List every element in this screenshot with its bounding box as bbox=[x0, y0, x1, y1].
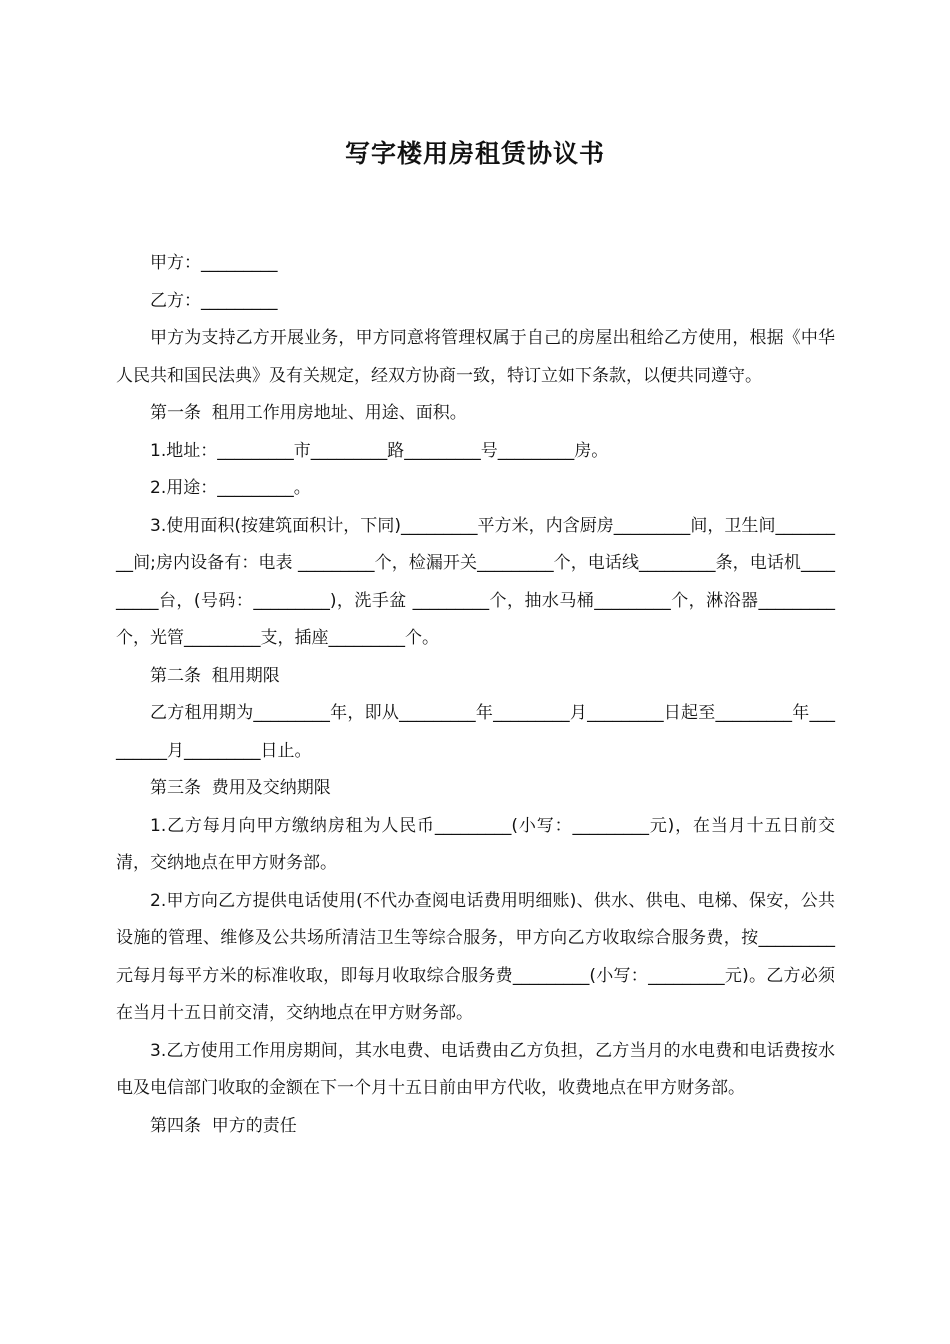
party-a-line: 甲方：_________ bbox=[150, 253, 278, 273]
article-3-item-1: 1.乙方每月向甲方缴纳房租为人民币_________(小写：_________元)，在当月十五日前交清，交纳地点在甲方财务部。 bbox=[116, 815, 835, 873]
article-3-item-3: 3.乙方使用工作用房期间，其水电费、电话费由乙方负担，乙方当月的水电费和电话费按水电及电信部门收取的金额在下一个月十五日前由甲方代收，收费地点在甲方财务部。 bbox=[116, 1040, 835, 1098]
preamble-paragraph: 甲方为支持乙方开展业务，甲方同意将管理权属于自己的房屋出租给乙方使用，根据《中华人民共和国民法典》及有关规定，经双方协商一致，特订立如下条款，以便共同遵守。 bbox=[116, 328, 835, 386]
document-body bbox=[116, 245, 835, 1145]
article-1-item-3: 3.使用面积(按建筑面积计，下同)_________平方米，内含厨房_________间，卫生间_________间;房内设备有：电表 _________个，检漏开关_________个，电话线_________条，电话机_________台，(号码：_________)，洗手盆 _________个，抽水马桶_________个，淋浴器_________个，光管_________支，插座_________个。 bbox=[116, 515, 835, 648]
article-4-heading: 第四条 甲方的责任 bbox=[150, 1115, 297, 1136]
document-title: 写字楼用房租赁协议书 bbox=[344, 139, 605, 168]
article-1-heading: 第一条 租用工作用房地址、用途、面积。 bbox=[150, 403, 467, 423]
article-2-heading: 第二条 租用期限 bbox=[150, 665, 280, 686]
article-3-item-2: 2.甲方向乙方提供电话使用(不代办查阅电话费用明细账)、供水、供电、电梯、保安，公共设施的管理、维修及公共场所清洁卫生等综合服务，甲方向乙方收取综合服务费，按_________元每月每平方米的标准收取，即每月收取综合服务费_________(小写：_________元)。乙方必须在当月十五日前交清，交纳地点在甲方财务部。 bbox=[116, 890, 835, 1023]
party-b-line: 乙方：_________ bbox=[150, 290, 278, 311]
article-1-item-1: 1.地址：_________市_________路_________号_________房。 bbox=[150, 440, 609, 461]
article-3-heading: 第三条 费用及交纳期限 bbox=[150, 778, 331, 798]
article-2-paragraph: 乙方租用期为_________年，即从_________年_________月_________日起至_________年_________月_________日止。 bbox=[116, 703, 835, 761]
article-1-item-2: 2.用途：_________。 bbox=[150, 478, 311, 498]
